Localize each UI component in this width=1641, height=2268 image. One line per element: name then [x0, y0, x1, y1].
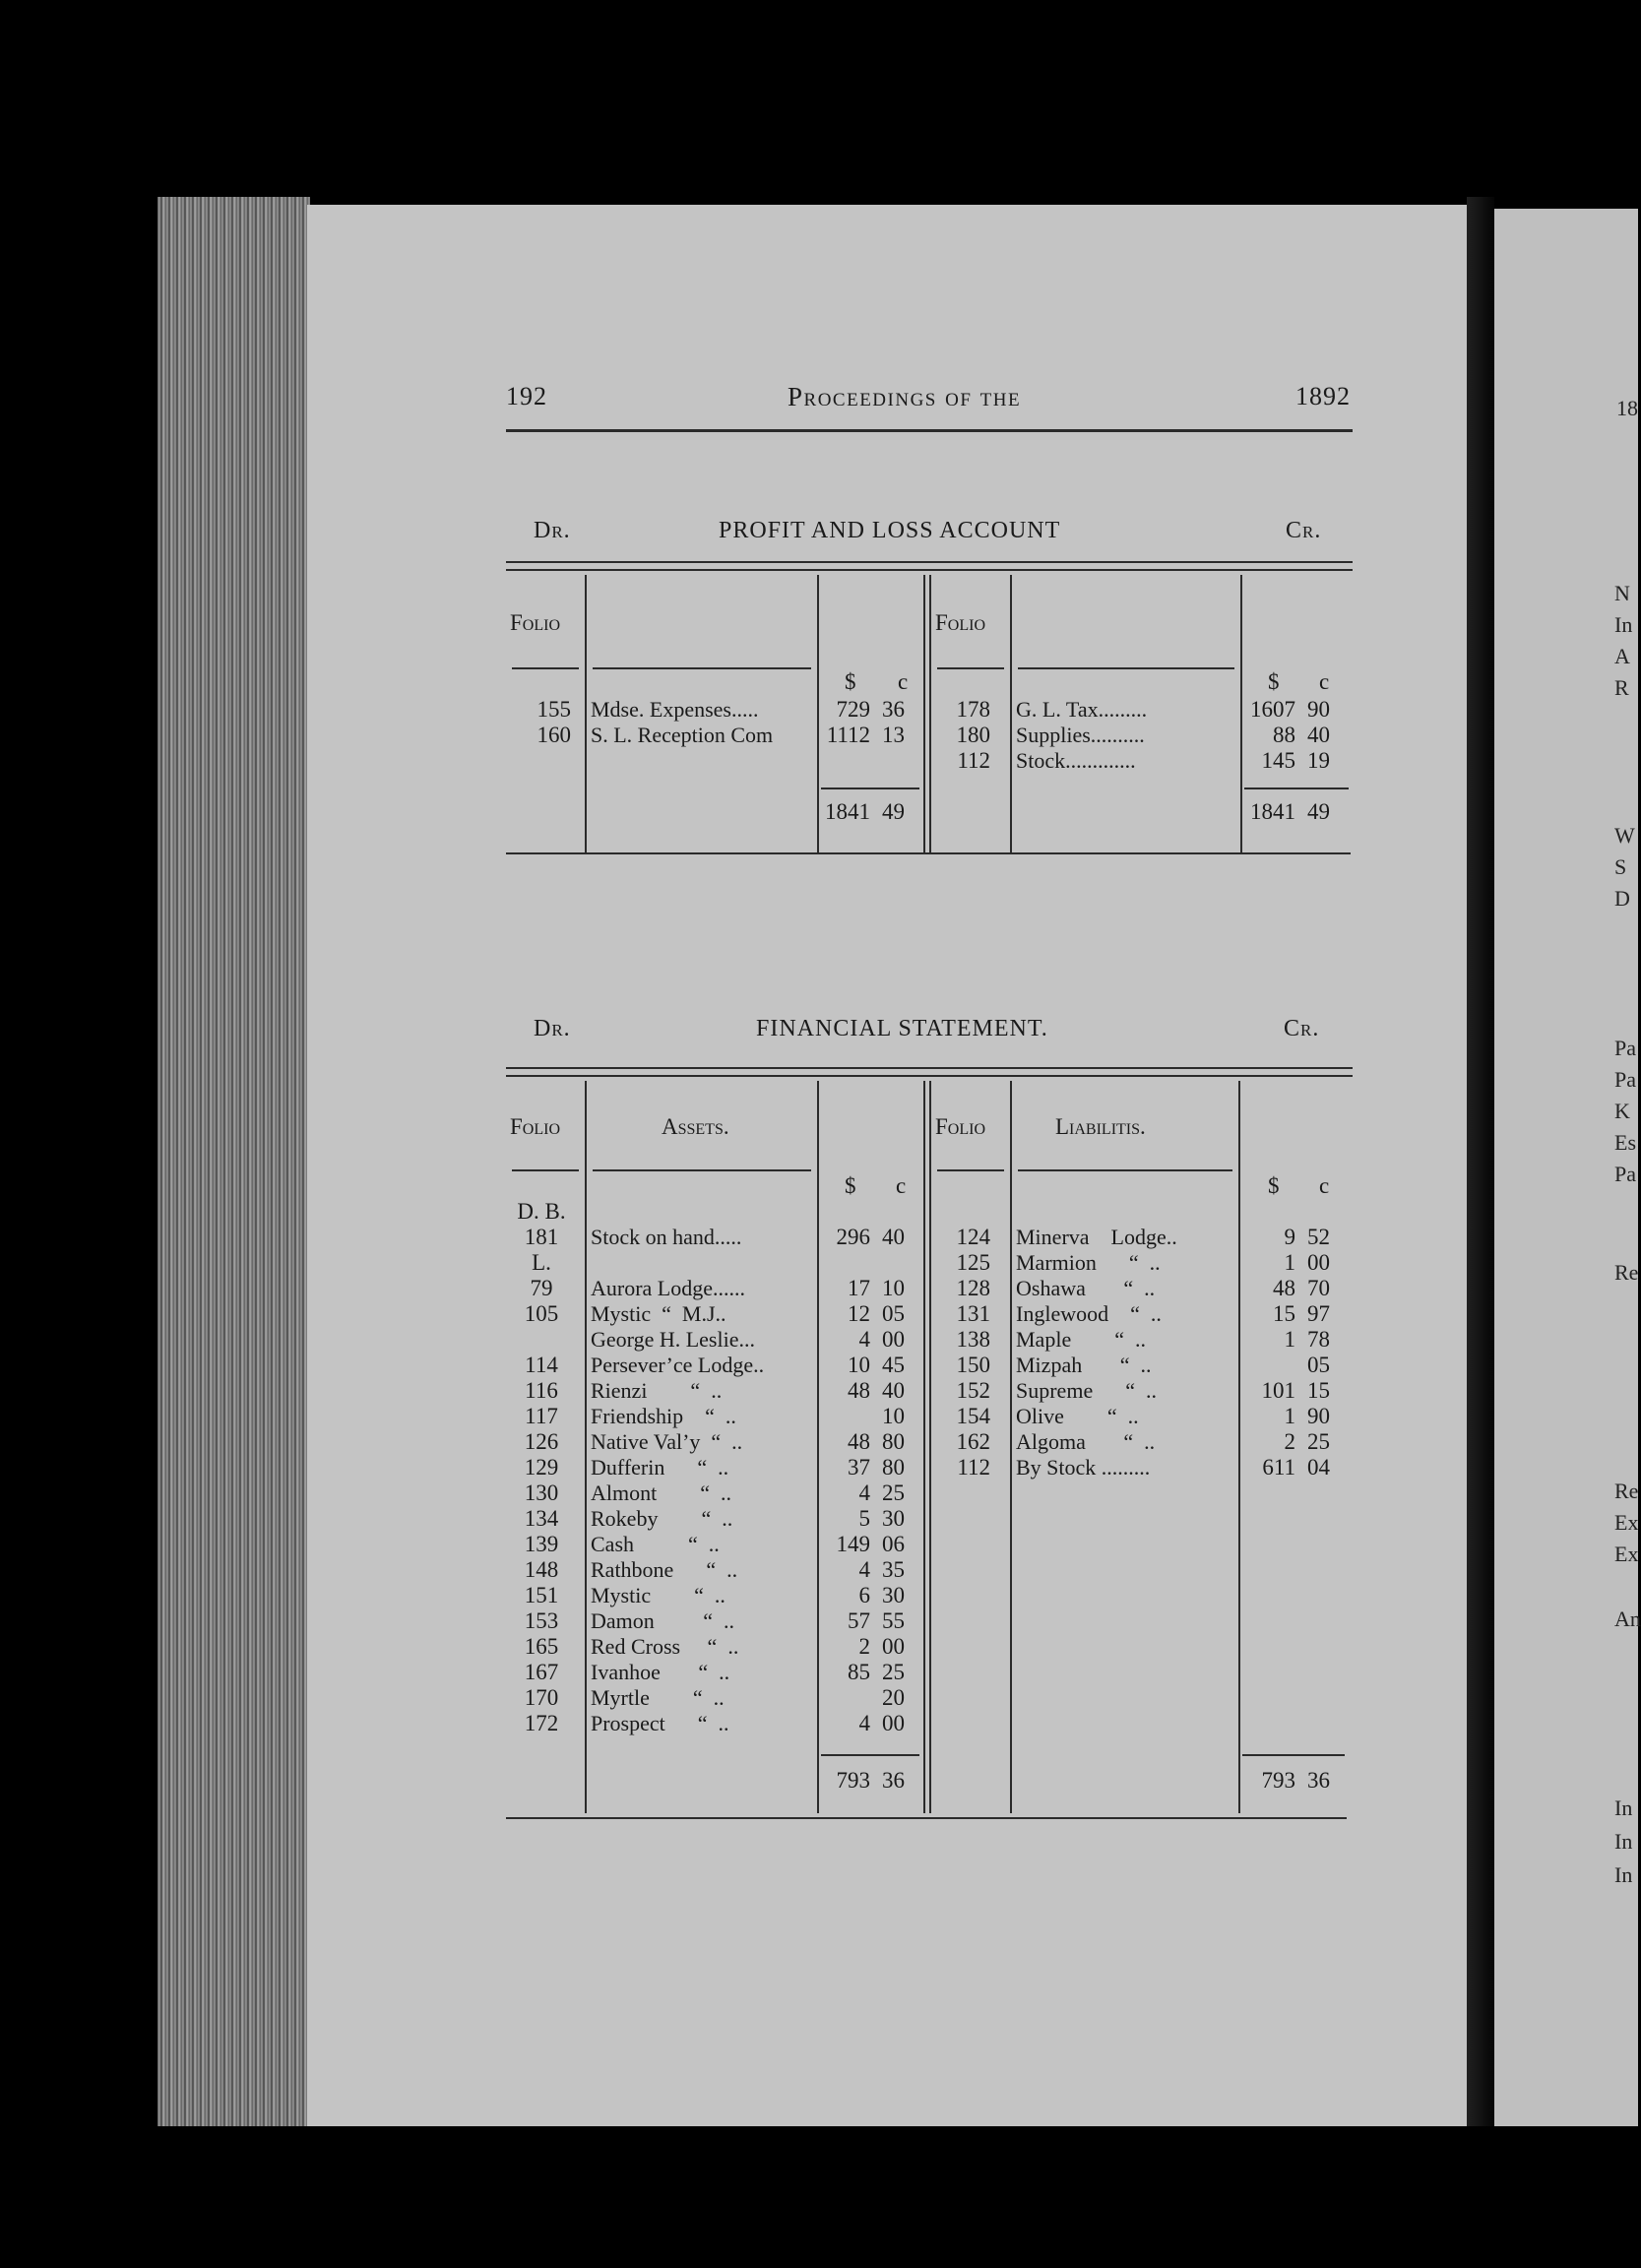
fs-asset-dollars: 296: [836, 1225, 870, 1249]
fs-asset-folio: D. B.: [517, 1199, 566, 1224]
fs-asset-dollars: 4: [858, 1711, 870, 1735]
fs-folio-header-left: Folio: [510, 1114, 561, 1139]
fs-asset-dollars: 10: [848, 1353, 870, 1377]
book-page-edges: [158, 197, 310, 2126]
fs-asset-cents: 10: [882, 1276, 905, 1300]
fs-asset-dollars: 4: [858, 1557, 870, 1582]
fs-asset-item: Aurora Lodge......: [591, 1276, 746, 1300]
fs-liability-item: Marmion “ ..: [1016, 1250, 1161, 1275]
pl-credit-folio: 178: [956, 697, 990, 722]
book-gutter: [1467, 197, 1494, 2126]
pl-subrule: [937, 667, 1004, 669]
fs-asset-item: Mystic “ M.J..: [591, 1301, 726, 1326]
fs-asset-folio: 151: [524, 1583, 559, 1607]
pl-subrule: [1018, 667, 1234, 669]
fs-liability-folio: 138: [956, 1327, 990, 1352]
pl-credit-dollars: 88: [1273, 723, 1295, 747]
pl-vline: [929, 575, 931, 852]
fs-liability-cents: 15: [1307, 1378, 1330, 1403]
fs-liability-dollars: 1: [1284, 1250, 1295, 1275]
pl-credit-cents: 19: [1307, 748, 1330, 773]
fs-liability-folio: 152: [956, 1378, 990, 1403]
pl-credit-item: Stock.............: [1016, 748, 1136, 773]
fs-vline: [923, 1081, 925, 1813]
fs-asset-cents: 35: [882, 1557, 905, 1582]
fs-subrule: [512, 1169, 579, 1171]
adjacent-page-text: Es: [1614, 1130, 1636, 1155]
pl-vline: [1010, 575, 1012, 852]
fs-dollar-sign-left: $: [845, 1173, 856, 1198]
fs-total-rule: [821, 1754, 919, 1756]
fs-asset-item: Prospect “ ..: [591, 1711, 729, 1735]
pl-cr-label: Cr.: [1286, 518, 1322, 543]
pl-debit-folio: 155: [536, 697, 571, 722]
fs-total-rule: [1242, 1754, 1345, 1756]
pl-total-rule: [821, 788, 919, 789]
fs-asset-item: George H. Leslie...: [591, 1327, 755, 1352]
fs-liability-dollars: 2: [1284, 1429, 1295, 1454]
pl-vline: [585, 575, 587, 852]
fs-liability-folio: 154: [956, 1404, 990, 1428]
fs-asset-cents: 00: [882, 1711, 905, 1735]
fs-liability-folio: 128: [956, 1276, 990, 1300]
fs-asset-item: Ivanhoe “ ..: [591, 1660, 730, 1684]
fs-total-liabilities-dollars: 793: [1261, 1768, 1295, 1793]
fs-asset-dollars: 149: [836, 1532, 870, 1556]
fs-top-rule-2: [506, 1075, 1353, 1077]
fs-subrule: [593, 1169, 811, 1171]
fs-liability-item: Maple “ ..: [1016, 1327, 1146, 1352]
fs-liability-item: Supreme “ ..: [1016, 1378, 1157, 1403]
fs-folio-header-right: Folio: [935, 1114, 986, 1139]
fs-vline: [1010, 1081, 1012, 1813]
pl-subrule: [512, 667, 579, 669]
fs-asset-folio: 170: [524, 1685, 559, 1710]
fs-asset-item: Red Cross “ ..: [591, 1634, 739, 1659]
fs-asset-item: Cash “ ..: [591, 1532, 720, 1556]
fs-liability-cents: 05: [1307, 1353, 1330, 1377]
fs-asset-cents: 00: [882, 1634, 905, 1659]
fs-asset-dollars: 48: [848, 1429, 870, 1454]
fs-liability-item: Olive “ ..: [1016, 1404, 1139, 1428]
adjacent-page-text: Re: [1614, 1479, 1639, 1503]
adjacent-page-text: K: [1614, 1099, 1630, 1123]
fs-title: FINANCIAL STATEMENT.: [756, 1016, 1048, 1041]
pl-total-credit-dollars: 1841: [1250, 799, 1295, 824]
fs-asset-folio: 153: [524, 1608, 559, 1633]
fs-asset-item: Rienzi “ ..: [591, 1378, 723, 1403]
pl-top-rule: [506, 561, 1353, 563]
page-number: 192: [506, 382, 547, 410]
fs-subrule: [937, 1169, 1004, 1171]
fs-liability-dollars: 1: [1284, 1327, 1295, 1352]
fs-total-liabilities-cents: 36: [1307, 1768, 1330, 1793]
pl-title: PROFIT AND LOSS ACCOUNT: [719, 518, 1061, 543]
fs-asset-folio: 79: [530, 1276, 553, 1300]
adjacent-page-text: In: [1614, 1862, 1633, 1887]
fs-asset-folio: 117: [525, 1404, 558, 1428]
fs-liability-cents: 25: [1307, 1429, 1330, 1454]
fs-asset-folio: 116: [525, 1378, 558, 1403]
pl-debit-item: Mdse. Expenses.....: [591, 697, 759, 722]
fs-liability-folio: 125: [956, 1250, 990, 1275]
adjacent-page-text: R: [1614, 675, 1629, 700]
adjacent-page-text: Pa: [1614, 1067, 1636, 1092]
fs-asset-dollars: 17: [848, 1276, 870, 1300]
fs-total-assets-cents: 36: [882, 1768, 905, 1793]
fs-liability-folio: 131: [956, 1301, 990, 1326]
adjacent-page-text: In: [1614, 612, 1633, 637]
fs-asset-cents: 20: [882, 1685, 905, 1710]
pl-credit-dollars: 145: [1261, 748, 1295, 773]
pl-credit-folio: 112: [957, 748, 990, 773]
fs-asset-folio: 129: [524, 1455, 559, 1480]
fs-asset-dollars: 4: [858, 1327, 870, 1352]
pl-debit-cents: 36: [882, 697, 905, 722]
fs-liability-item: Algoma “ ..: [1016, 1429, 1156, 1454]
fs-asset-folio: 134: [524, 1506, 559, 1531]
pl-credit-folio: 180: [956, 723, 990, 747]
fs-asset-folio: 148: [524, 1557, 559, 1582]
fs-liability-cents: 78: [1307, 1327, 1330, 1352]
pl-total-debit-cents: 49: [882, 799, 905, 824]
fs-vline: [585, 1081, 587, 1813]
fs-bottom-rule: [506, 1817, 1347, 1819]
pl-dollar-sign-right: $: [1268, 669, 1280, 694]
fs-asset-cents: 45: [882, 1353, 905, 1377]
fs-asset-folio: 105: [524, 1301, 559, 1326]
fs-liability-cents: 70: [1307, 1276, 1330, 1300]
pl-credit-dollars: 1607: [1250, 697, 1295, 722]
fs-liability-cents: 52: [1307, 1225, 1330, 1249]
fs-liability-folio: 150: [956, 1353, 990, 1377]
running-title: Proceedings of the: [788, 382, 1022, 411]
fs-asset-item: Almont “ ..: [591, 1480, 731, 1505]
adjacent-page-text: In: [1614, 1829, 1633, 1854]
adjacent-page-text: In: [1614, 1796, 1633, 1820]
adjacent-page-text: Ex: [1614, 1542, 1639, 1566]
fs-asset-cents: 40: [882, 1225, 905, 1249]
fs-asset-cents: 10: [882, 1404, 905, 1428]
fs-asset-item: Persever’ce Lodge..: [591, 1353, 765, 1377]
fs-assets-header: Assets.: [662, 1114, 729, 1139]
pl-cent-sign-left: c: [898, 669, 909, 694]
fs-liability-folio: 162: [956, 1429, 990, 1454]
fs-liability-dollars: 611: [1262, 1455, 1295, 1480]
adjacent-page-text: Ex: [1614, 1510, 1639, 1535]
fs-asset-item: Rokeby “ ..: [591, 1506, 733, 1531]
pl-credit-cents: 90: [1307, 697, 1330, 722]
header-rule: [506, 429, 1353, 432]
fs-asset-folio: 167: [524, 1660, 559, 1684]
fs-asset-item: Dufferin “ ..: [591, 1455, 729, 1480]
adjacent-page-text: An: [1614, 1606, 1641, 1631]
pl-top-rule-2: [506, 569, 1353, 571]
adjacent-page-text: W: [1614, 823, 1635, 848]
pl-credit-cents: 40: [1307, 723, 1330, 747]
fs-asset-cents: 25: [882, 1480, 905, 1505]
fs-asset-item: Damon “ ..: [591, 1608, 735, 1633]
fs-vline: [929, 1081, 931, 1813]
fs-asset-item: Rathbone “ ..: [591, 1557, 738, 1582]
fs-asset-dollars: 57: [848, 1608, 870, 1633]
fs-liability-dollars: 48: [1273, 1276, 1295, 1300]
pl-bottom-rule: [506, 852, 1351, 854]
fs-asset-cents: 06: [882, 1532, 905, 1556]
fs-asset-item: Mystic “ ..: [591, 1583, 726, 1607]
fs-liabilities-header: Liabilitis.: [1055, 1114, 1146, 1139]
fs-liability-dollars: 15: [1273, 1301, 1295, 1326]
fs-asset-dollars: 5: [858, 1506, 870, 1531]
fs-asset-cents: 00: [882, 1327, 905, 1352]
pl-debit-folio: 160: [536, 723, 571, 747]
fs-liability-cents: 97: [1307, 1301, 1330, 1326]
fs-dr-label: Dr.: [534, 1016, 571, 1041]
fs-liability-folio: 112: [957, 1455, 990, 1480]
pl-debit-item: S. L. Reception Com: [591, 723, 774, 747]
fs-asset-item: Myrtle “ ..: [591, 1685, 725, 1710]
fs-liability-item: Minerva Lodge..: [1016, 1225, 1177, 1249]
fs-asset-dollars: 2: [858, 1634, 870, 1659]
fs-liability-dollars: 1: [1284, 1404, 1295, 1428]
fs-subrule: [1018, 1169, 1232, 1171]
fs-cent-sign-left: c: [896, 1173, 907, 1198]
adjacent-page-text: Pa: [1614, 1036, 1636, 1060]
fs-asset-dollars: 37: [848, 1455, 870, 1480]
fs-cr-label: Cr.: [1284, 1016, 1320, 1041]
pl-subrule: [593, 667, 811, 669]
adjacent-page-text: 18: [1616, 396, 1638, 420]
pl-total-debit-dollars: 1841: [825, 799, 870, 824]
fs-liability-item: Inglewood “ ..: [1016, 1301, 1162, 1326]
fs-asset-cents: 25: [882, 1660, 905, 1684]
fs-asset-folio: 130: [524, 1480, 559, 1505]
pl-debit-dollars: 1112: [826, 723, 870, 747]
pl-total-rule: [1244, 788, 1349, 789]
fs-liability-dollars: 9: [1284, 1225, 1295, 1249]
pl-credit-item: G. L. Tax.........: [1016, 697, 1148, 722]
fs-asset-folio: 126: [524, 1429, 559, 1454]
fs-liability-folio: 124: [956, 1225, 990, 1249]
adjacent-page-text: Pa: [1614, 1162, 1636, 1186]
fs-asset-cents: 30: [882, 1506, 905, 1531]
fs-asset-item: Stock on hand.....: [591, 1225, 742, 1249]
fs-dollar-sign-right: $: [1268, 1173, 1280, 1198]
fs-asset-folio: L.: [532, 1250, 551, 1275]
fs-total-assets-dollars: 793: [836, 1768, 870, 1793]
pl-dollar-sign-left: $: [845, 669, 856, 694]
fs-asset-cents: 80: [882, 1429, 905, 1454]
fs-asset-folio: 172: [524, 1711, 559, 1735]
pl-cent-sign-right: c: [1319, 669, 1330, 694]
book-page: [307, 205, 1467, 2126]
fs-liability-cents: 04: [1307, 1455, 1330, 1480]
fs-asset-folio: 139: [524, 1532, 559, 1556]
fs-asset-dollars: 12: [848, 1301, 870, 1326]
fs-liability-cents: 90: [1307, 1404, 1330, 1428]
fs-asset-dollars: 85: [848, 1660, 870, 1684]
fs-asset-item: Native Val’y “ ..: [591, 1429, 743, 1454]
pl-total-credit-cents: 49: [1307, 799, 1330, 824]
adjacent-page-text: Re: [1614, 1260, 1639, 1285]
fs-asset-item: Friendship “ ..: [591, 1404, 736, 1428]
adjacent-page-text: S: [1614, 854, 1627, 879]
pl-debit-cents: 13: [882, 723, 905, 747]
fs-liability-item: Mizpah “ ..: [1016, 1353, 1152, 1377]
fs-asset-folio: 165: [524, 1634, 559, 1659]
pl-debit-dollars: 729: [836, 697, 870, 722]
pl-dr-label: Dr.: [534, 518, 571, 543]
adjacent-page-fragment: [1494, 209, 1641, 2126]
page-year: 1892: [1295, 382, 1351, 410]
adjacent-page-text: D: [1614, 886, 1630, 911]
fs-liability-item: By Stock .........: [1016, 1455, 1151, 1480]
fs-liability-item: Oshawa “ ..: [1016, 1276, 1156, 1300]
fs-asset-cents: 05: [882, 1301, 905, 1326]
fs-asset-cents: 80: [882, 1455, 905, 1480]
fs-liability-cents: 00: [1307, 1250, 1330, 1275]
fs-asset-cents: 30: [882, 1583, 905, 1607]
fs-asset-folio: 181: [524, 1225, 559, 1249]
fs-cent-sign-right: c: [1319, 1173, 1330, 1198]
pl-folio-header-left: Folio: [510, 610, 561, 635]
pl-vline: [923, 575, 925, 852]
fs-asset-dollars: 48: [848, 1378, 870, 1403]
adjacent-page-text: A: [1614, 644, 1630, 668]
fs-asset-cents: 55: [882, 1608, 905, 1633]
fs-asset-folio: 114: [525, 1353, 558, 1377]
pl-folio-header-right: Folio: [935, 610, 986, 635]
pl-credit-item: Supplies..........: [1016, 723, 1145, 747]
adjacent-page-text: N: [1614, 581, 1630, 605]
fs-top-rule: [506, 1067, 1353, 1069]
fs-asset-dollars: 4: [858, 1480, 870, 1505]
fs-liability-dollars: 101: [1261, 1378, 1295, 1403]
fs-asset-cents: 40: [882, 1378, 905, 1403]
fs-asset-dollars: 6: [858, 1583, 870, 1607]
